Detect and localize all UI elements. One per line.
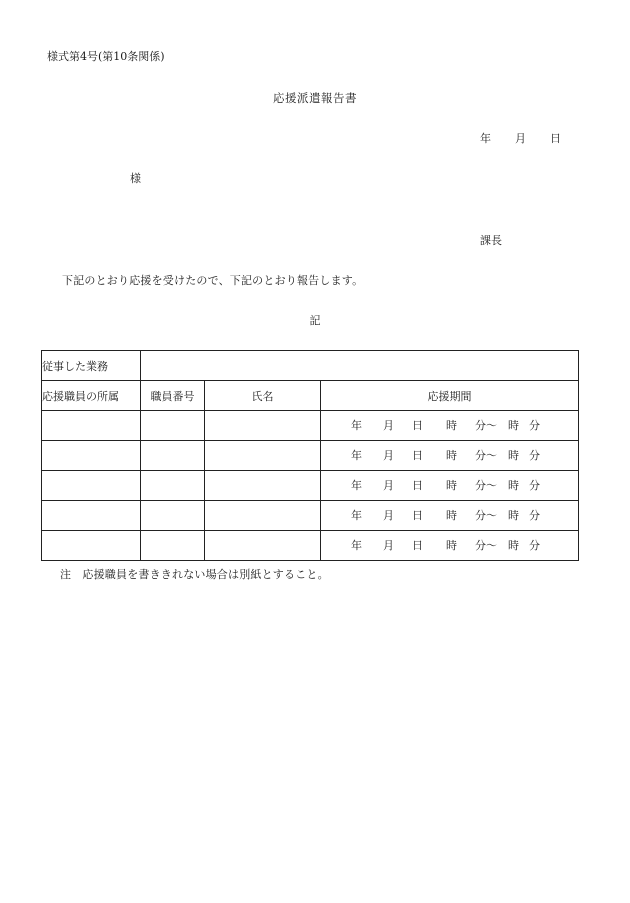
period-fields bbox=[321, 471, 578, 500]
note: 注 応援職員を書ききれない場合は別紙とすること。 bbox=[60, 568, 329, 581]
table-row bbox=[42, 411, 579, 441]
period-unit-label: 分 bbox=[529, 449, 540, 462]
cell-affiliation[interactable] bbox=[42, 441, 141, 471]
period-unit-label: 時 bbox=[446, 539, 457, 552]
form-number: 様式第4号(第10条関係) bbox=[47, 50, 165, 63]
period-unit-label: 時 bbox=[508, 509, 519, 522]
task-label: 従事した業務 bbox=[42, 351, 141, 381]
date-year-label: 年 bbox=[480, 132, 491, 145]
period-unit-label: 日 bbox=[412, 509, 423, 522]
period-unit-label: 分 bbox=[529, 479, 540, 492]
header-row bbox=[42, 381, 579, 411]
period-fields bbox=[321, 501, 578, 530]
period-unit-label: 分 bbox=[529, 419, 540, 432]
period-unit-label: 時 bbox=[446, 449, 457, 462]
period-fields bbox=[321, 441, 578, 470]
cell-staff-number[interactable] bbox=[141, 531, 205, 561]
header-affiliation: 応援職員の所属 bbox=[42, 381, 141, 411]
period-unit-label: 時 bbox=[446, 479, 457, 492]
period-unit-label: 日 bbox=[412, 539, 423, 552]
header-staff-number: 職員番号 bbox=[141, 381, 205, 411]
period-unit-label: 年 bbox=[351, 419, 362, 432]
period-unit-label: 分～ bbox=[475, 509, 497, 522]
cell-staff-number[interactable] bbox=[141, 411, 205, 441]
period-unit-label: 分 bbox=[529, 539, 540, 552]
cell-period[interactable] bbox=[321, 441, 579, 471]
period-unit-label: 分～ bbox=[475, 419, 497, 432]
period-unit-label: 年 bbox=[351, 509, 362, 522]
report-table bbox=[41, 350, 579, 561]
sender-title: 課長 bbox=[480, 234, 502, 247]
task-value[interactable] bbox=[141, 351, 579, 381]
body-text: 下記のとおり応援を受けたので、下記のとおり報告します。 bbox=[62, 274, 364, 287]
period-unit-label: 時 bbox=[446, 419, 457, 432]
period-unit-label: 分～ bbox=[475, 449, 497, 462]
period-unit-label: 時 bbox=[446, 509, 457, 522]
period-unit-label: 分 bbox=[529, 509, 540, 522]
period-unit-label: 年 bbox=[351, 449, 362, 462]
cell-affiliation[interactable] bbox=[42, 531, 141, 561]
table-row bbox=[42, 531, 579, 561]
period-unit-label: 分～ bbox=[475, 479, 497, 492]
cell-staff-number[interactable] bbox=[141, 501, 205, 531]
date-day-label: 日 bbox=[550, 132, 561, 145]
cell-period[interactable] bbox=[321, 411, 579, 441]
period-unit-label: 月 bbox=[383, 479, 394, 492]
period-unit-label: 日 bbox=[412, 419, 423, 432]
period-unit-label: 月 bbox=[383, 419, 394, 432]
date-month-label: 月 bbox=[515, 132, 526, 145]
period-unit-label: 時 bbox=[508, 449, 519, 462]
task-row bbox=[42, 351, 579, 381]
period-unit-label: 時 bbox=[508, 479, 519, 492]
period-unit-label: 月 bbox=[383, 509, 394, 522]
period-fields bbox=[321, 411, 578, 440]
cell-name[interactable] bbox=[205, 441, 321, 471]
ki-label: 記 bbox=[309, 314, 321, 327]
header-name: 氏名 bbox=[205, 381, 321, 411]
table-row bbox=[42, 471, 579, 501]
cell-name[interactable] bbox=[205, 411, 321, 441]
period-unit-label: 日 bbox=[412, 449, 423, 462]
cell-period[interactable] bbox=[321, 501, 579, 531]
cell-name[interactable] bbox=[205, 531, 321, 561]
period-unit-label: 分～ bbox=[475, 539, 497, 552]
table-row bbox=[42, 441, 579, 471]
cell-affiliation[interactable] bbox=[42, 411, 141, 441]
cell-period[interactable] bbox=[321, 531, 579, 561]
cell-name[interactable] bbox=[205, 471, 321, 501]
period-fields bbox=[321, 531, 578, 560]
period-unit-label: 時 bbox=[508, 419, 519, 432]
cell-name[interactable] bbox=[205, 501, 321, 531]
period-unit-label: 年 bbox=[351, 479, 362, 492]
document-title: 応援派遣報告書 bbox=[273, 91, 357, 105]
table-row bbox=[42, 501, 579, 531]
period-unit-label: 月 bbox=[383, 539, 394, 552]
addressee-suffix: 様 bbox=[130, 172, 141, 185]
cell-period[interactable] bbox=[321, 471, 579, 501]
cell-affiliation[interactable] bbox=[42, 501, 141, 531]
cell-staff-number[interactable] bbox=[141, 441, 205, 471]
period-unit-label: 日 bbox=[412, 479, 423, 492]
period-unit-label: 年 bbox=[351, 539, 362, 552]
cell-affiliation[interactable] bbox=[42, 471, 141, 501]
cell-staff-number[interactable] bbox=[141, 471, 205, 501]
period-unit-label: 時 bbox=[508, 539, 519, 552]
header-period: 応援期間 bbox=[321, 381, 579, 411]
date-line bbox=[480, 133, 561, 144]
period-unit-label: 月 bbox=[383, 449, 394, 462]
